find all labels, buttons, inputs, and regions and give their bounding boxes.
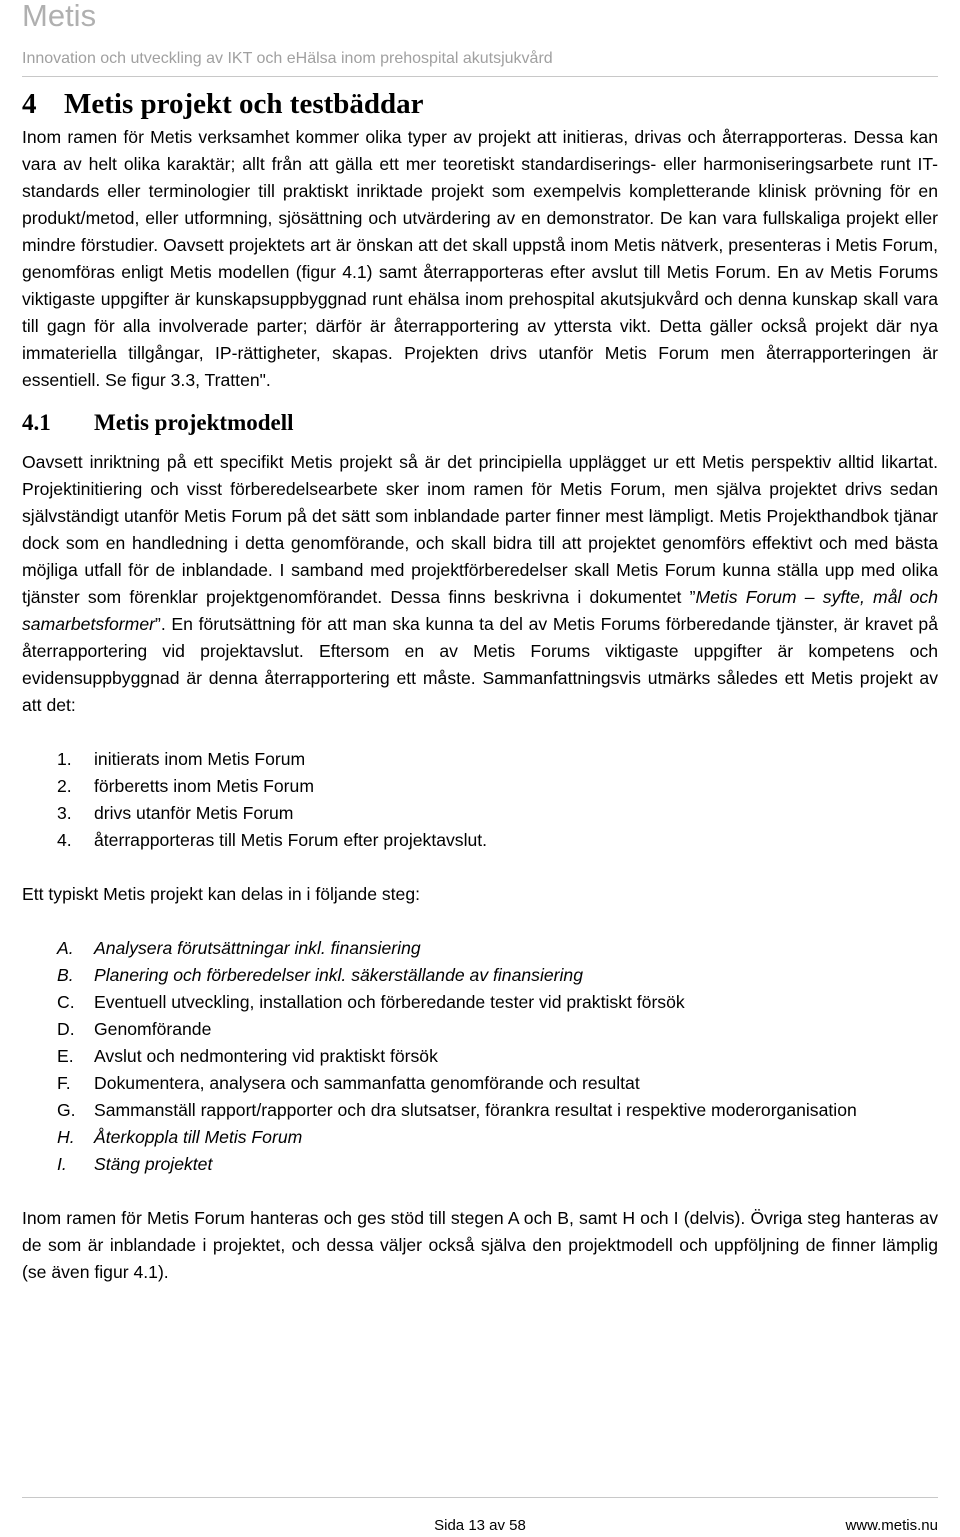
- chapter-paragraph: Inom ramen för Metis verksamhet kommer olika typer av projekt att initieras, drivas och återrapporteras. Dessa kan vara av helt olika karaktär; allt från att gälla ett mer teoretiskt standardiserings- eller harmoniseringsarbete runt IT-standards eller terminologier till praktiskt inriktade projekt som exempelvis kompletterande klinisk prövning för en produkt/metod, eller utformning, sjösättning och utvärdering av en demonstrator. De kan vara fullskaliga projekt eller mindre förstudier. Oavsett projektets art är önskan att det skall uppstå inom Metis nätverk, presenteras i Metis Forum, genomföras enligt Metis modellen (figur 4.1) samt återrapporteras efter avslut till Metis Forum. En av Metis Forums viktigaste uppgifter är kunskapsuppbyggnad runt ehälsa inom prehospital akutsjukvård och denna kunskap skall vara till gagn för alla involverade parter; därför är återrapportering av yttersta vikt. Detta gäller också projekt där nya immateriella tillgångar, IP-rättigheter, skapas. Projekten drivs utanför Metis Forum men återrapporteringen är essentiell. Se figur 3.3, Tratten".: [22, 127, 938, 390]
- step-text: Eventuell utveckling, installation och förberedande tester vid praktiskt försök: [94, 992, 685, 1012]
- section-paragraph-text-1: Oavsett inriktning på ett specifikt Metis projekt så är det principiella upplägget ur ett Metis perspektiv alltid likartat. Projektinitiering och visst förberedelsearbete sker inom ramen för Metis Forum, men själva projektet drivs sedan självständigt utanför Metis Forum på det sätt som inblandade parter finner mest lämpligt. Metis Projekthandbok tjänar dock som en handledning i detta genomförande, och skall bidra till att projektet genomförs effektivt och med bästa möjliga utfall för de inblandade. I samband med projektförberedelser skall Metis Forum kunna ställa upp med olika tjänster som förenklar projektgenomförandet. Dessa finns beskrivna i dokumentet ”: [22, 452, 938, 607]
- brand-title: Metis: [22, 0, 97, 33]
- step-item: [22, 1016, 938, 1043]
- list-marker: 2.: [57, 776, 72, 796]
- list-marker: 4.: [57, 830, 72, 850]
- section-paragraph-text-2: ”. En förutsättning för att man ska kunna ta del av Metis Forums förberedande tjänster, är kravet på återrapportering vid projektavslut. Eftersom en av Metis Forums viktigaste uppgifter är kompetens och evidensuppbyggnad är denna återrapportering ett måste. Sammanfattningsvis utmärks således ett Metis projekt av att det:: [22, 614, 938, 715]
- document-title-reference: Metis Forum – syfte, mål och samarbetsformer: [22, 587, 938, 634]
- step-item: [22, 1151, 938, 1178]
- website-link[interactable]: www.metis.nu: [845, 1517, 938, 1534]
- step-text: Sammanställ rapport/rapporter och dra slutsatser, förankra resultat i respektive moderorganisation: [94, 1100, 857, 1120]
- chapter-title: Metis projekt och testbäddar: [64, 88, 424, 120]
- step-marker: D.: [57, 1019, 75, 1039]
- list-item: [22, 800, 938, 827]
- step-text: Dokumentera, analysera och sammanfatta genomförande och resultat: [94, 1073, 640, 1093]
- step-marker: I.: [57, 1154, 67, 1174]
- brand-tagline: Innovation och utveckling av IKT och eHälsa inom prehospital akutsjukvård: [22, 50, 553, 67]
- list-item-text: förberetts inom Metis Forum: [94, 776, 314, 796]
- step-item: [22, 1043, 938, 1070]
- step-marker: F.: [57, 1073, 71, 1093]
- section-number: 4.1: [22, 410, 51, 435]
- step-marker: A.: [57, 938, 74, 958]
- list-marker: 3.: [57, 803, 72, 823]
- characteristics-list: [22, 746, 938, 854]
- step-item: [22, 1124, 938, 1151]
- section-heading: [22, 407, 938, 439]
- list-item-text: återrapporteras till Metis Forum efter projektavslut.: [94, 830, 488, 850]
- footer-divider: [22, 1497, 938, 1498]
- section-paragraph: [22, 449, 938, 719]
- list-item: [22, 827, 938, 854]
- step-item: [22, 1070, 938, 1097]
- steps-list: [22, 935, 938, 1178]
- step-item: [22, 935, 938, 962]
- step-marker: G.: [57, 1100, 76, 1120]
- closing-paragraph: Inom ramen för Metis Forum hanteras och ges stöd till stegen A och B, samt H och I (delvis). Övriga steg hanteras av de som är inblandade i projektet, och dessa väljer också själva den projektmodell och uppföljning de finner lämplig (se även figur 4.1).: [22, 1208, 938, 1282]
- step-text: Analysera förutsättningar inkl. finansiering: [94, 938, 421, 958]
- page-number: Sida 13 av 58: [434, 1517, 526, 1534]
- step-text: Planering och förberedelser inkl. säkerställande av finansiering: [94, 965, 583, 985]
- section-title: Metis projektmodell: [94, 410, 294, 435]
- step-marker: H.: [57, 1127, 75, 1147]
- steps-intro: Ett typiskt Metis projekt kan delas in i följande steg:: [22, 884, 421, 904]
- step-marker: E.: [57, 1046, 74, 1066]
- list-marker: 1.: [57, 749, 72, 769]
- step-item: [22, 1097, 938, 1124]
- chapter-heading: [22, 85, 938, 123]
- list-item-text: initierats inom Metis Forum: [94, 749, 306, 769]
- list-item: [22, 773, 938, 800]
- step-marker: C.: [57, 992, 75, 1012]
- main-content: [22, 85, 938, 1286]
- list-item: [22, 746, 938, 773]
- chapter-number: 4: [22, 88, 37, 120]
- step-item: [22, 989, 938, 1016]
- step-text: Genomförande: [94, 1019, 212, 1039]
- step-text: Återkoppla till Metis Forum: [94, 1127, 303, 1147]
- step-item: [22, 962, 938, 989]
- step-marker: B.: [57, 965, 74, 985]
- step-text: Stäng projektet: [94, 1154, 213, 1174]
- step-text: Avslut och nedmontering vid praktiskt försök: [94, 1046, 438, 1066]
- list-item-text: drivs utanför Metis Forum: [94, 803, 294, 823]
- header-divider: [22, 76, 938, 77]
